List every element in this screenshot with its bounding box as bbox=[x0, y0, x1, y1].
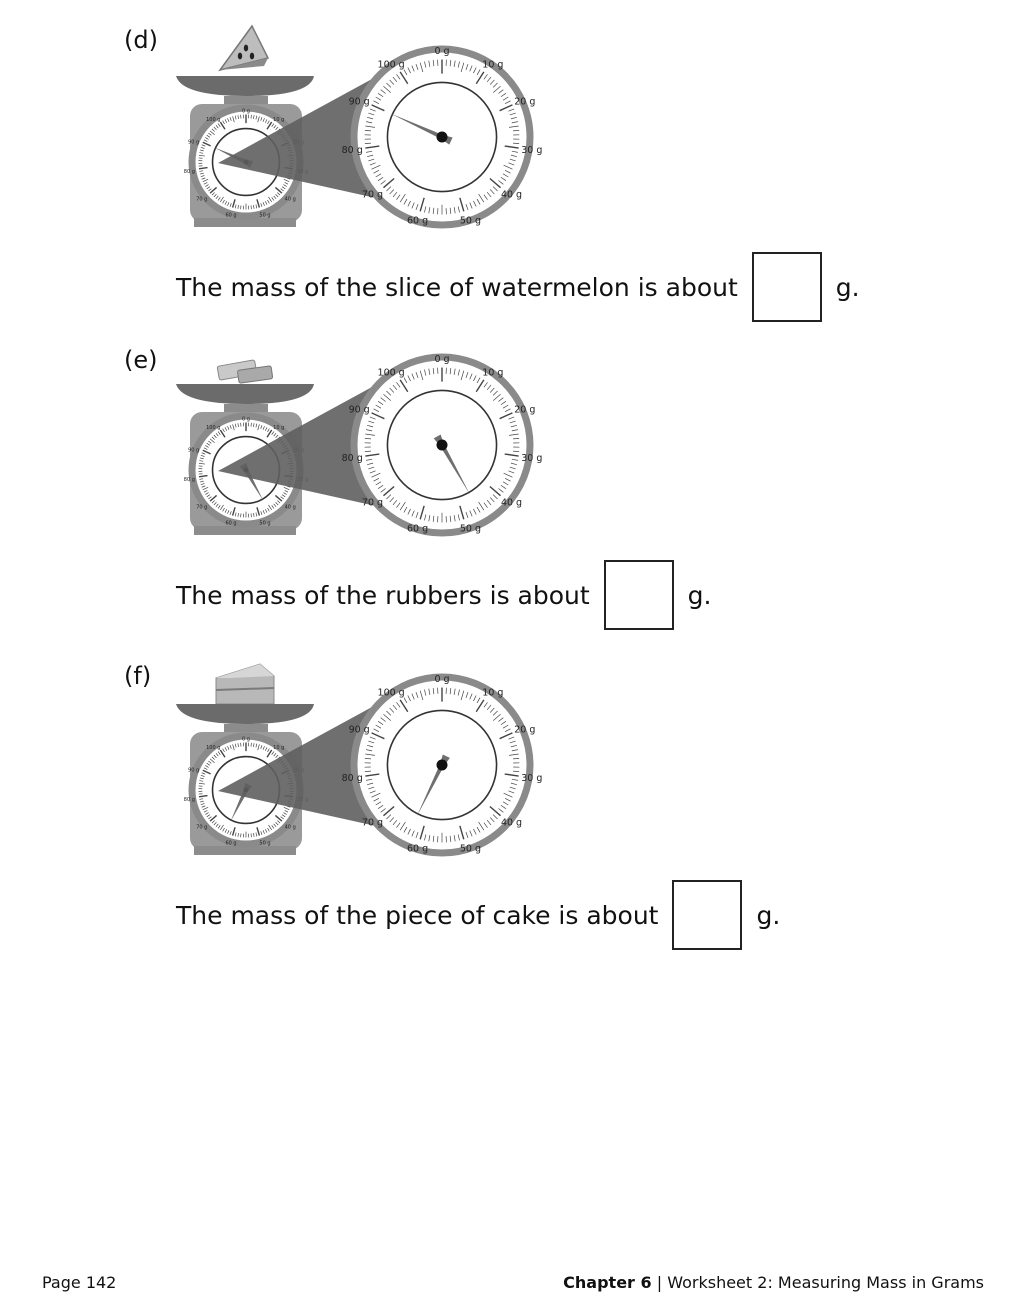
dial-label: 40 g bbox=[284, 824, 296, 831]
dial-label: 90 g bbox=[348, 724, 370, 736]
dial-label: 30 g bbox=[521, 452, 543, 464]
dial-label: 80 g bbox=[183, 477, 195, 484]
dial-label: 100 g bbox=[206, 116, 221, 123]
answer-sentence bbox=[176, 880, 780, 950]
dial-label: 30 g bbox=[521, 144, 543, 156]
needle-pivot bbox=[437, 760, 448, 771]
scale-diagram bbox=[160, 628, 550, 868]
dial-label: 80 g bbox=[183, 797, 195, 804]
question-d bbox=[0, 0, 1020, 310]
dial-label: 50 g bbox=[459, 843, 481, 855]
dial-label: 70 g bbox=[196, 824, 208, 831]
dial-label: 50 g bbox=[259, 520, 271, 527]
needle-pivot bbox=[437, 132, 448, 143]
dial-label: 0 g bbox=[434, 673, 450, 685]
dial-label: 10 g bbox=[273, 744, 285, 751]
page-number: Page 142 bbox=[42, 1273, 117, 1292]
sentence-text: The mass of the slice of watermelon is about bbox=[176, 272, 738, 302]
magnified-dial bbox=[342, 46, 543, 227]
answer-box[interactable] bbox=[672, 880, 742, 950]
rubbers-icon bbox=[217, 360, 273, 383]
dial-label: 80 g bbox=[341, 144, 363, 156]
dial-label: 10 g bbox=[482, 687, 504, 699]
dial-label: 70 g bbox=[196, 504, 208, 511]
dial-label: 10 g bbox=[273, 116, 285, 123]
dial-label: 70 g bbox=[361, 497, 384, 509]
scale-plate bbox=[176, 384, 314, 404]
question-label: (f) bbox=[124, 662, 152, 690]
dial-label: 50 g bbox=[459, 215, 481, 227]
unit-text: g. bbox=[835, 272, 860, 302]
dial-label: 10 g bbox=[482, 367, 504, 379]
dial-label: 100 g bbox=[377, 687, 405, 699]
question-label: (d) bbox=[124, 26, 158, 54]
worksheet-title: Worksheet 2: Measuring Mass in Grams bbox=[667, 1273, 984, 1292]
needle-pivot bbox=[437, 440, 448, 451]
dial-label: 80 g bbox=[341, 452, 363, 464]
scale-plate bbox=[176, 76, 314, 96]
dial-label: 50 g bbox=[259, 212, 271, 219]
dial-label: 60 g bbox=[407, 215, 429, 227]
dial-label: 10 g bbox=[482, 59, 504, 71]
chapter-footer bbox=[563, 1273, 984, 1292]
unit-text: g. bbox=[687, 580, 712, 610]
dial-label: 50 g bbox=[459, 523, 481, 535]
magnified-dial bbox=[342, 354, 543, 535]
dial-label: 90 g bbox=[188, 447, 200, 454]
dial-label: 60 g bbox=[225, 840, 237, 847]
dial-label: 40 g bbox=[500, 817, 523, 829]
scale-plate bbox=[176, 704, 314, 724]
dial-label: 70 g bbox=[196, 196, 208, 203]
scale-diagram bbox=[160, 308, 550, 548]
dial-label: 60 g bbox=[407, 843, 429, 855]
dial-label: 90 g bbox=[348, 96, 370, 108]
chapter-title: Chapter 6 bbox=[563, 1273, 652, 1292]
question-f bbox=[0, 628, 1020, 938]
dial-label: 80 g bbox=[341, 772, 363, 784]
sentence-text: The mass of the rubbers is about bbox=[176, 580, 590, 610]
dial-label: 0 g bbox=[242, 108, 250, 115]
dial-label: 0 g bbox=[242, 736, 250, 743]
dial-label: 70 g bbox=[361, 817, 384, 829]
dial-label: 40 g bbox=[500, 189, 523, 201]
dial-label: 100 g bbox=[377, 367, 405, 379]
dial-label: 20 g bbox=[514, 724, 536, 736]
magnified-dial bbox=[342, 674, 543, 855]
sentence-text: The mass of the piece of cake is about bbox=[176, 900, 659, 930]
dial-label: 90 g bbox=[348, 404, 370, 416]
dial-label: 80 g bbox=[183, 169, 195, 176]
dial-label: 20 g bbox=[514, 96, 536, 108]
dial-label: 60 g bbox=[225, 212, 237, 219]
dial-label: 40 g bbox=[284, 196, 296, 203]
dial-label: 20 g bbox=[514, 404, 536, 416]
dial-label: 0 g bbox=[434, 45, 450, 57]
question-label: (e) bbox=[124, 346, 158, 374]
footer-separator: | bbox=[656, 1273, 663, 1292]
dial-label: 0 g bbox=[242, 416, 250, 423]
dial-label: 10 g bbox=[273, 424, 285, 431]
question-e bbox=[0, 308, 1020, 618]
dial-label: 90 g bbox=[188, 139, 200, 146]
dial-label: 100 g bbox=[377, 59, 405, 71]
dial-label: 100 g bbox=[206, 744, 221, 751]
dial-label: 60 g bbox=[407, 523, 429, 535]
dial-label: 90 g bbox=[188, 767, 200, 774]
dial-label: 40 g bbox=[284, 504, 296, 511]
unit-text: g. bbox=[756, 900, 781, 930]
dial-label: 0 g bbox=[434, 353, 450, 365]
dial-label: 60 g bbox=[225, 520, 237, 527]
watermelon-slice-icon bbox=[220, 26, 268, 70]
dial-label: 70 g bbox=[361, 189, 384, 201]
answer-sentence bbox=[176, 560, 712, 630]
dial-label: 50 g bbox=[259, 840, 271, 847]
cake-slice-icon bbox=[216, 664, 274, 704]
answer-box[interactable] bbox=[604, 560, 674, 630]
dial-label: 100 g bbox=[206, 424, 221, 431]
dial-label: 40 g bbox=[500, 497, 523, 509]
scale-diagram bbox=[160, 0, 550, 240]
dial-label: 30 g bbox=[521, 772, 543, 784]
